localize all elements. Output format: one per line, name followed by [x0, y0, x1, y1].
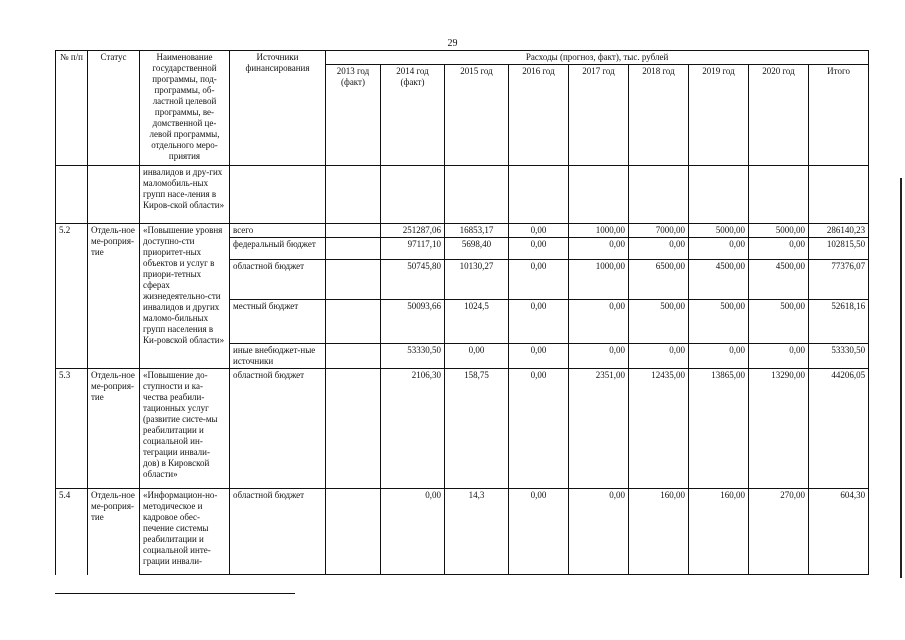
- cell-value: 1024,5: [445, 300, 509, 344]
- cell-value: 6500,00: [629, 260, 689, 300]
- cell-value: [326, 300, 381, 344]
- cell-value: 0,00: [381, 489, 445, 575]
- cell-value: 0,00: [509, 489, 569, 575]
- header-year: Итого: [809, 65, 869, 166]
- cell-source: местный бюджет: [230, 300, 326, 344]
- cell-value: 5698,40: [445, 238, 509, 260]
- cell-value: [326, 344, 381, 369]
- cell-value: 77376,07: [809, 260, 869, 300]
- budget-table: [55, 50, 869, 575]
- cell-value: 12435,00: [629, 369, 689, 489]
- cell-empty: [326, 166, 381, 224]
- cell-value: 2351,00: [569, 369, 629, 489]
- table-bottom-rule: [55, 593, 295, 594]
- cell-value: 604,30: [809, 489, 869, 575]
- cell-value: 0,00: [509, 238, 569, 260]
- cell-value: 50093,66: [381, 300, 445, 344]
- cell-value: 4500,00: [689, 260, 749, 300]
- cell-value: 0,00: [509, 369, 569, 489]
- cell-source: областной бюджет: [230, 260, 326, 300]
- cell-value: 0,00: [509, 260, 569, 300]
- cell-value: [326, 224, 381, 238]
- header-status: Статус: [88, 51, 140, 166]
- cell-value: 16853,17: [445, 224, 509, 238]
- cell-value: 286140,23: [809, 224, 869, 238]
- cell-no: 5.2: [56, 224, 88, 369]
- cell-value: 52618,16: [809, 300, 869, 344]
- header-year: 2019 год: [689, 65, 749, 166]
- cell-empty: [749, 166, 809, 224]
- cell-source: всего: [230, 224, 326, 238]
- header-no: № п/п: [56, 51, 88, 166]
- cell-value: 0,00: [509, 300, 569, 344]
- header-year: 2016 год: [509, 65, 569, 166]
- cell-value: 500,00: [689, 300, 749, 344]
- cell-empty: [445, 166, 509, 224]
- cell-value: 160,00: [629, 489, 689, 575]
- table-row: [56, 166, 869, 224]
- cell-value: 0,00: [569, 489, 629, 575]
- cell-value: 0,00: [445, 344, 509, 369]
- cell-source: иные внебюджет-ные источники: [230, 344, 326, 369]
- cell-value: 13865,00: [689, 369, 749, 489]
- header-name: Наименование государственной программы, под-программы, об-ластной целевой программы, ве-домственной це-левой программы, отдельного меро-приятия: [140, 51, 230, 166]
- cell-name: инвалидов и дру-гих маломобиль-ных групп насе-ления в Киров-ской области»: [140, 166, 230, 224]
- header-year: 2017 год: [569, 65, 629, 166]
- cell-name: «Повышение до-ступности и ка-чества реабили-тационных услуг (развитие систе-мы реабилитации и социальной ин-теграции инвали-дов) в Кировской области»: [140, 369, 230, 489]
- cell-value: 5000,00: [749, 224, 809, 238]
- cell-empty: [809, 166, 869, 224]
- scan-edge-mark: [900, 178, 902, 578]
- cell-value: 0,00: [569, 238, 629, 260]
- cell-value: 0,00: [629, 344, 689, 369]
- cell-empty: [689, 166, 749, 224]
- header-year: 2014 год (факт): [381, 65, 445, 166]
- cell-value: 13290,00: [749, 369, 809, 489]
- cell-status: [88, 166, 140, 224]
- cell-value: 4500,00: [749, 260, 809, 300]
- table-row: [56, 224, 869, 238]
- cell-value: 0,00: [689, 238, 749, 260]
- cell-status: Отдель-ное ме-роприя-тие: [88, 369, 140, 489]
- cell-value: 158,75: [445, 369, 509, 489]
- cell-value: 0,00: [569, 300, 629, 344]
- cell-value: [326, 369, 381, 489]
- cell-no: 5.4: [56, 489, 88, 575]
- cell-value: 500,00: [629, 300, 689, 344]
- table-row: [56, 489, 869, 575]
- header-year: 2013 год (факт): [326, 65, 381, 166]
- cell-value: 7000,00: [629, 224, 689, 238]
- header-year: 2015 год: [445, 65, 509, 166]
- cell-value: 10130,27: [445, 260, 509, 300]
- cell-value: 97117,10: [381, 238, 445, 260]
- cell-empty: [230, 166, 326, 224]
- cell-value: 102815,50: [809, 238, 869, 260]
- cell-empty: [381, 166, 445, 224]
- cell-value: [326, 489, 381, 575]
- cell-value: 0,00: [689, 344, 749, 369]
- cell-source: областной бюджет: [230, 369, 326, 489]
- cell-value: 50745,80: [381, 260, 445, 300]
- cell-empty: [569, 166, 629, 224]
- cell-value: 44206,05: [809, 369, 869, 489]
- cell-value: 0,00: [749, 238, 809, 260]
- header-year: 2018 год: [629, 65, 689, 166]
- header-year: 2020 год: [749, 65, 809, 166]
- cell-empty: [629, 166, 689, 224]
- cell-value: 14,3: [445, 489, 509, 575]
- cell-value: 0,00: [569, 344, 629, 369]
- cell-value: 1000,00: [569, 260, 629, 300]
- cell-value: 53330,50: [381, 344, 445, 369]
- cell-name: «Повышение уровня доступно-сти приоритет-ных объектов и услуг в приори-тетных сферах жизнедеятельно-сти инвалидов и других маломо-бильных групп населения в Ки-ровской области»: [140, 224, 230, 369]
- cell-value: 2106,30: [381, 369, 445, 489]
- cell-value: 0,00: [509, 224, 569, 238]
- header-expenses: Расходы (прогноз, факт), тыс. рублей: [326, 51, 869, 65]
- cell-status: Отдель-ное ме-роприя-тие: [88, 224, 140, 369]
- cell-value: 0,00: [749, 344, 809, 369]
- cell-source: областной бюджет: [230, 489, 326, 575]
- cell-value: 0,00: [629, 238, 689, 260]
- cell-value: 251287,06: [381, 224, 445, 238]
- cell-value: [326, 238, 381, 260]
- cell-value: 53330,50: [809, 344, 869, 369]
- cell-value: 5000,00: [689, 224, 749, 238]
- table-row: [56, 369, 869, 489]
- header-sources: Источники финансирования: [230, 51, 326, 166]
- cell-value: 1000,00: [569, 224, 629, 238]
- cell-value: 270,00: [749, 489, 809, 575]
- cell-value: 160,00: [689, 489, 749, 575]
- cell-value: [326, 260, 381, 300]
- cell-value: 0,00: [509, 344, 569, 369]
- cell-source: федеральный бюджет: [230, 238, 326, 260]
- page-number: 29: [447, 38, 458, 49]
- cell-no: 5.3: [56, 369, 88, 489]
- cell-value: 500,00: [749, 300, 809, 344]
- cell-status: Отдель-ное ме-роприя-тие: [88, 489, 140, 575]
- cell-no: [56, 166, 88, 224]
- cell-name: «Информацион-но-методическое и кадровое обес-печение системы реабилитации и социальной инте-грации инвали-: [140, 489, 230, 575]
- cell-empty: [509, 166, 569, 224]
